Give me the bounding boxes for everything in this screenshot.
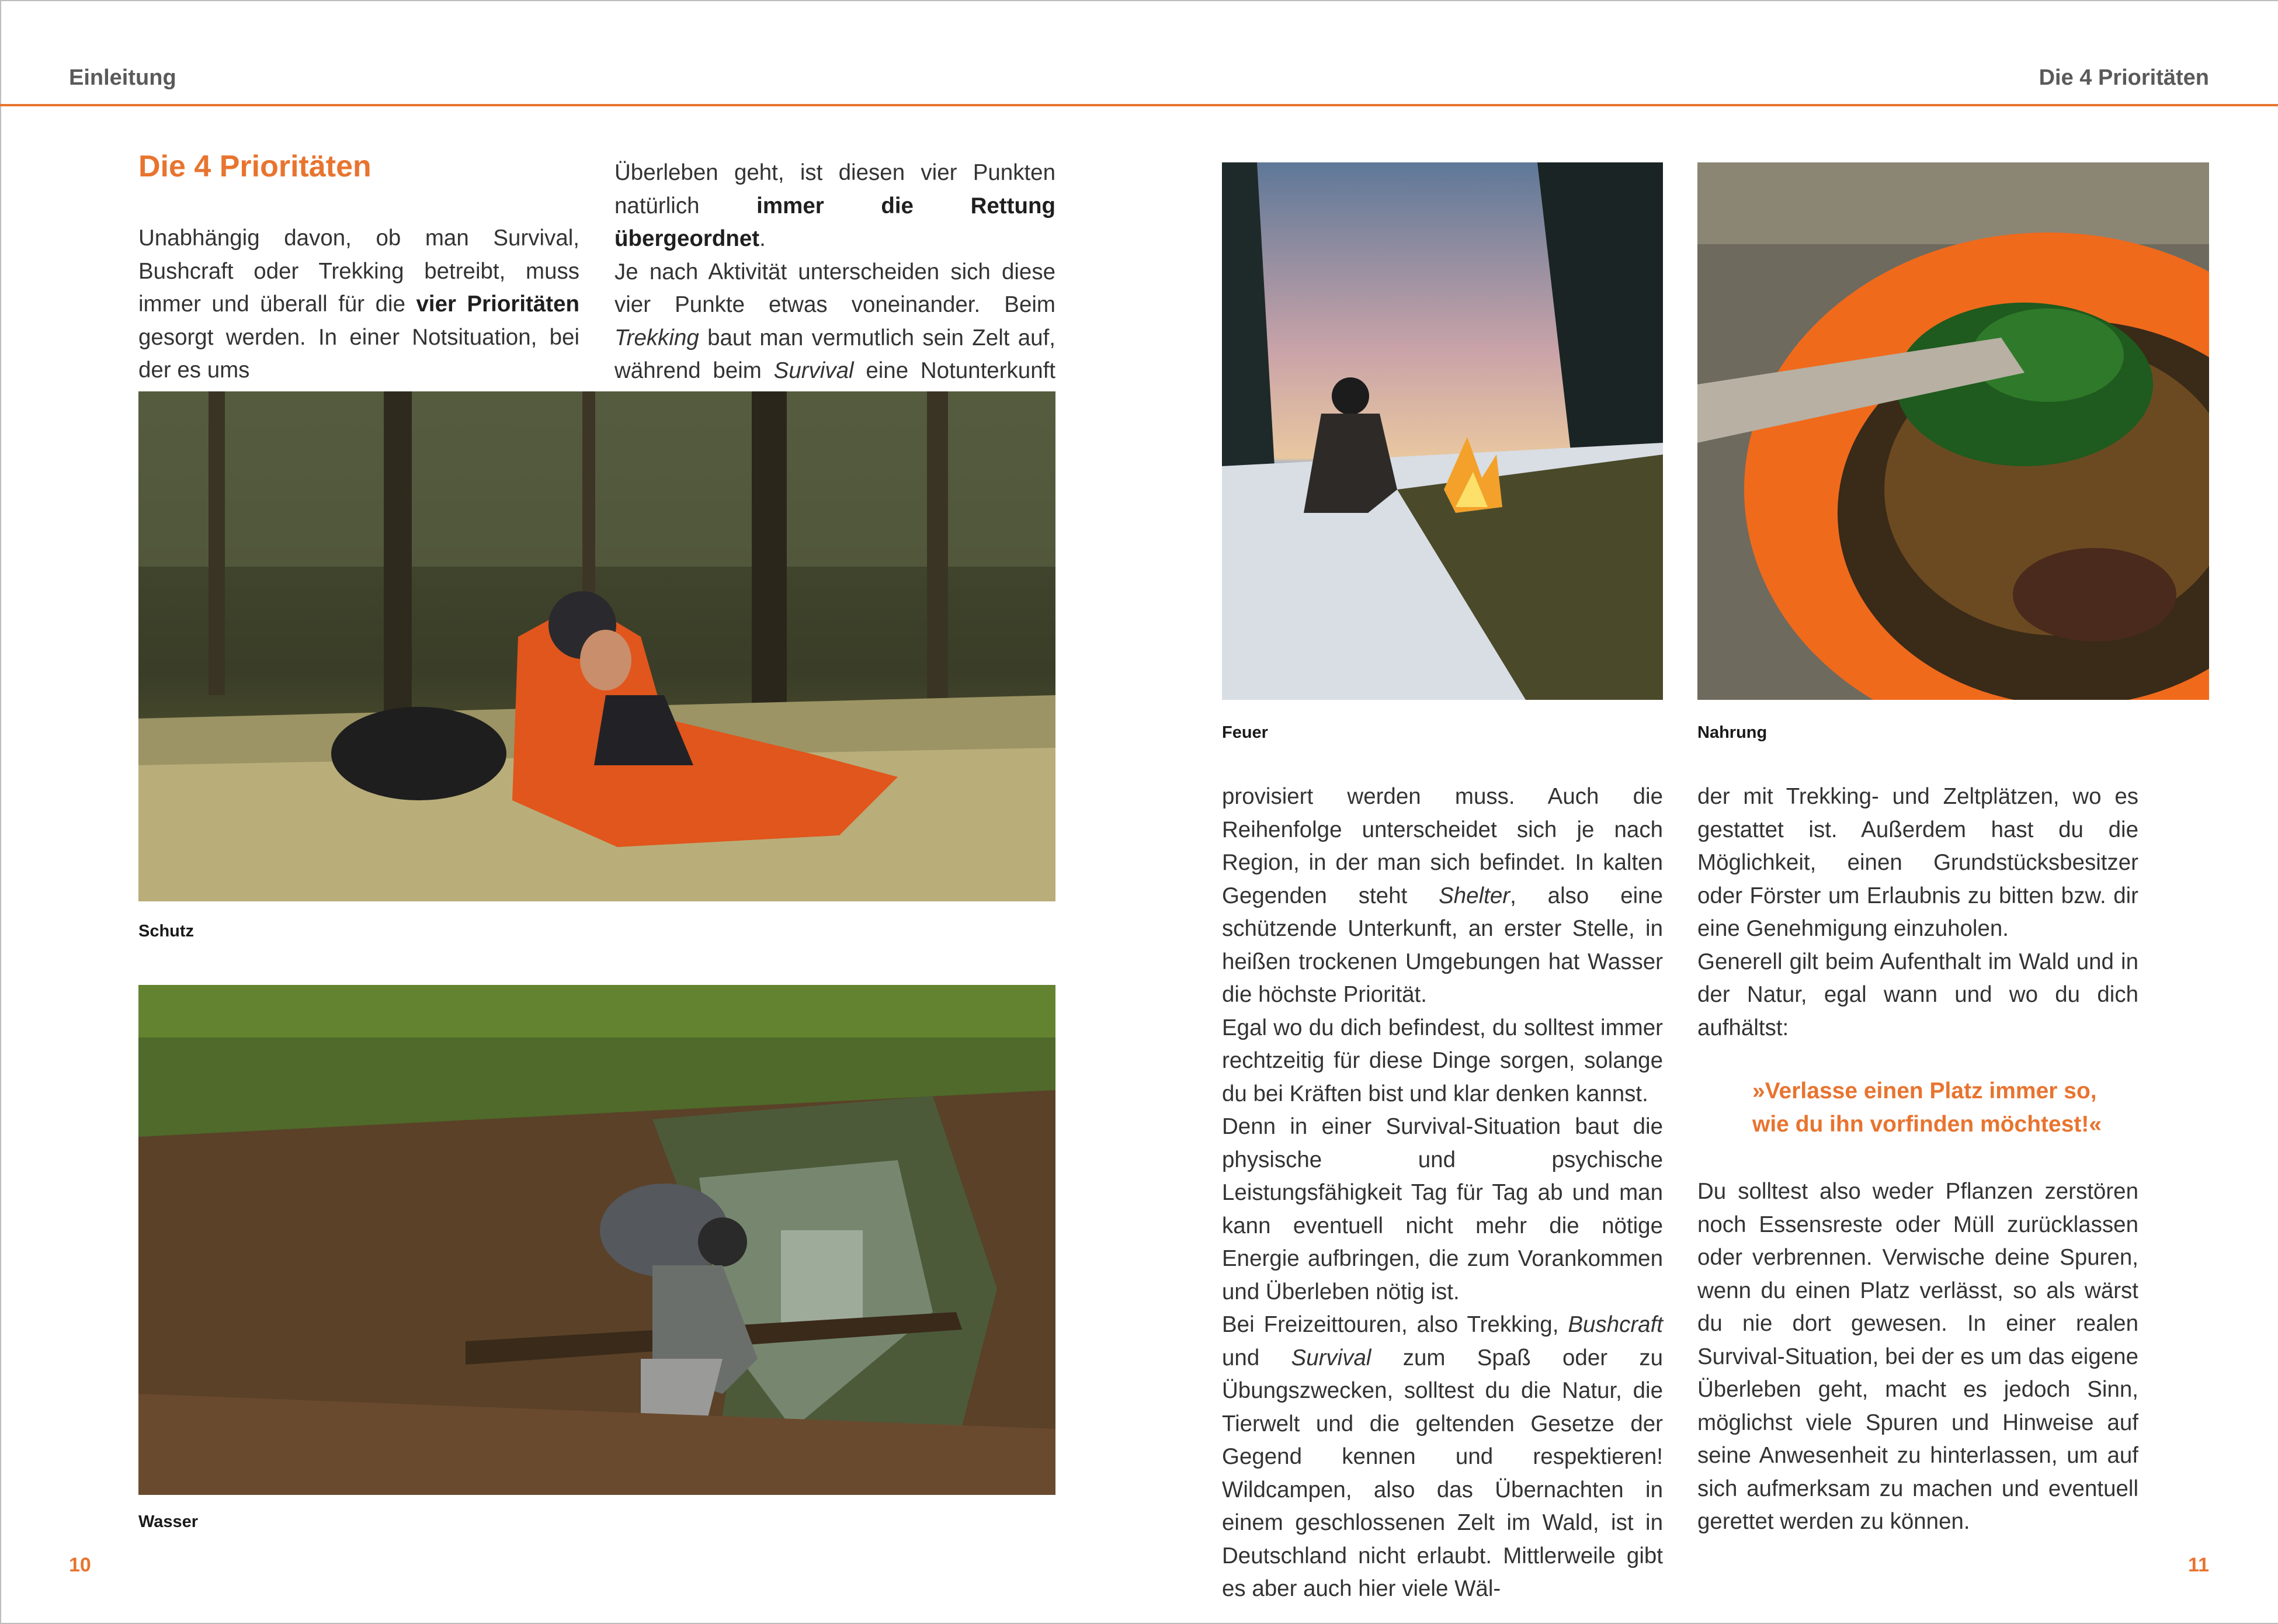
header-rule <box>0 104 2278 106</box>
photo-feuer <box>1222 162 1663 700</box>
page-number-right: 11 <box>2188 1554 2209 1576</box>
paragraph: Denn in einer Survival-Situation baut die physische und psychische Leistungsfähigkeit Tag für Tag ab und man kann eventuell nicht mehr die nötige Energie aufbringen, die zum Vorankommen und Überleben nötig ist. <box>1222 1114 1663 1304</box>
paragraph: Überleben geht, ist diesen vier Punkten natürlich immer die Rettung übergeordnet. <box>614 160 1056 251</box>
paragraph: der mit Trekking- und Zeltplätzen, wo es gestattet ist. Außerdem hast du die Möglichkeit, einen Grundstücksbesitzer oder Förster um Erlaubnis zu bitten bzw. dir eine Genehmigung einzuholen. <box>1697 784 2138 941</box>
paragraph: provisiert werden muss. Auch die Reihenfolge unterscheidet sich je nach Region, in der man sich befindet. In kalten Gegenden steht Shelter, also eine schützende Unterkunft, an erster Stelle, in heißen trockenen Umgebungen hat Wasser die höchste Priorität. <box>1222 784 1663 1007</box>
caption-wasser: Wasser <box>138 1512 199 1531</box>
caption-feuer: Feuer <box>1222 723 1268 742</box>
quote-line-1: »Verlasse einen Platz immer so, <box>1752 1078 2097 1104</box>
paragraph: Du solltest also weder Pflanzen zerstören noch Essensreste oder Müll zurücklassen oder verbrennen. Verwische deine Spuren, wenn du einen Platz verlässt, so als wärst du nie dort gewesen. In einer realen Survival-Situation, bei der es um das eigene Überleben geht, macht es jedoch Sinn, möglichst viele Spuren und Hinweise auf seine Anwesenheit zu hinterlassen, um auf sich aufmerksam zu machen und eventuell gerettet werden zu können. <box>1697 1179 2138 1534</box>
caption-schutz: Schutz <box>138 922 195 941</box>
text-column-4 <box>1697 780 2138 1045</box>
pull-quote <box>1752 1075 2102 1141</box>
photo-schutz <box>138 391 1055 901</box>
caption-nahrung: Nahrung <box>1697 723 1767 742</box>
running-header-right: Die 4 Prioritäten <box>2039 65 2209 90</box>
text-column-1 <box>138 222 579 387</box>
running-header-left: Einleitung <box>69 65 176 90</box>
quote-line-2: wie du ihn vorfinden möchtest!« <box>1752 1111 2102 1137</box>
paragraph: Je nach Aktivität unterscheiden sich diese vier Punkte etwas voneinander. Beim Trekking baut man vermutlich sein Zelt auf, während beim Survival eine Notunterkunft <box>614 259 1055 383</box>
text-column-2 <box>614 157 1055 421</box>
section-title: Die 4 Prioritäten <box>138 150 371 183</box>
paragraph: Unabhängig davon, ob man Survival, Bushcraft oder Trekking betreibt, muss immer und überall für die vier Prioritäten gesorgt werden. In einer Notsituation, bei der es ums <box>138 225 579 383</box>
page-number-left: 10 <box>69 1554 91 1576</box>
paragraph: Egal wo du dich befindest, du solltest immer rechtzeitig für diese Dinge sorgen, solange du bei Kräften bist und klar denken kannst. <box>1222 1015 1663 1106</box>
paragraph: Generell gilt beim Aufenthalt im Wald und in der Natur, egal wann und wo du dich aufhältst: <box>1697 949 2138 1040</box>
text-column-3 <box>1222 780 1663 1606</box>
paragraph: Bei Freizeittouren, also Trekking, Bushcraft und Survival zum Spaß oder zu Übungszwecken, solltest du die Natur, die Tierwelt und die geltenden Gesetze der Gegend kennen und respektieren! Wildcampen, also das Übernachten in einem geschlossenen Zelt im Wald, ist in Deutschland nicht erlaubt. Mittlerweile gibt es aber auch hier viele Wäl- <box>1222 1312 1663 1601</box>
photo-nahrung <box>1697 162 2209 700</box>
text-column-4-continued <box>1697 1175 2138 1539</box>
photo-wasser <box>138 985 1055 1495</box>
